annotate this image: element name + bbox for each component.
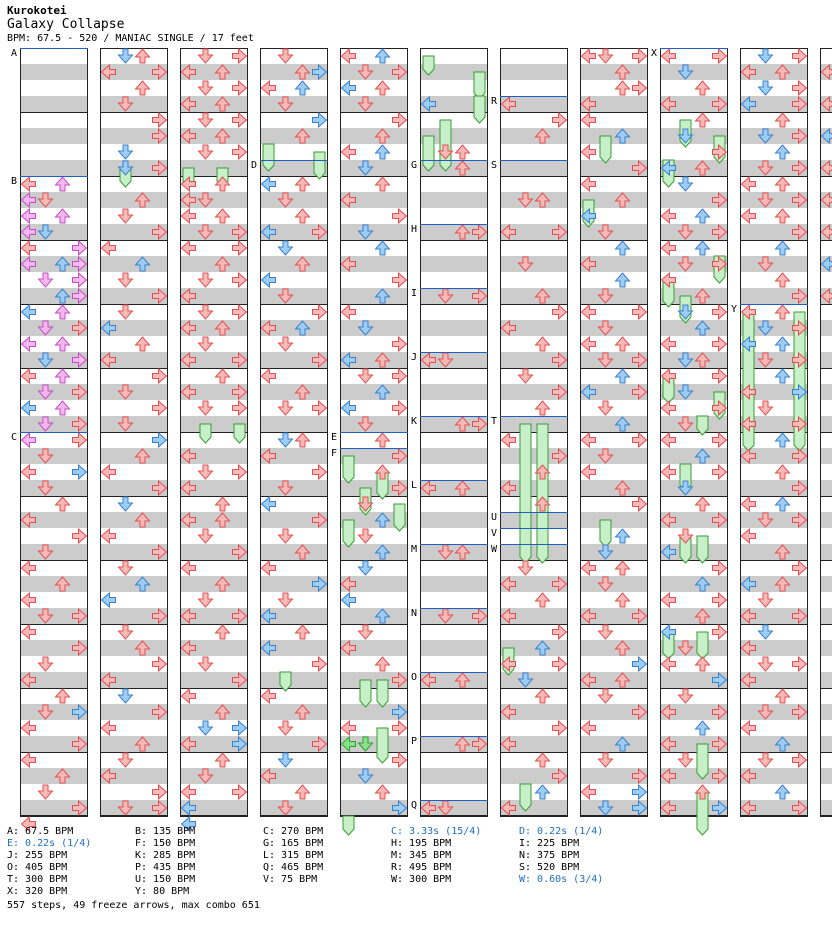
freeze-arrow [394,504,405,531]
bpm-marker-label: W [491,544,498,555]
beat-stripe [260,800,328,816]
beat-stripe [100,192,168,208]
beat-stripe [420,384,488,400]
bpm-marker-label: A [11,48,18,59]
bpm-entry: H: 195 BPM [391,838,452,849]
measure-column [580,48,648,817]
beat-stripe [260,480,328,496]
beat-stripe [580,416,648,432]
freeze-arrow [474,96,485,123]
bpm-entry: C: 270 BPM [263,826,324,837]
beat-stripe [580,640,648,656]
bpm-marker-label: O [411,672,418,683]
freeze-body [520,424,531,563]
bpm-marker-label: U [491,512,498,523]
beat-stripe [260,416,328,432]
beat-stripe [660,64,728,80]
freeze-arrow [697,632,708,659]
bpm-entry: T: 300 BPM [7,874,68,885]
bpm-marker-label: D [251,160,258,171]
beat-stripe [260,192,328,208]
beat-stripe [340,544,408,560]
bpm-marker-label: Y [731,304,738,315]
beat-stripe [340,96,408,112]
beat-stripe [820,320,832,336]
stop-entry: W: 0.60s (3/4) [519,874,604,885]
beat-stripe [660,480,728,496]
freeze-arrow [600,520,611,547]
bpm-entry: U: 150 BPM [135,874,196,885]
beat-stripe [580,64,648,80]
beat-stripe [500,64,568,80]
bpm-entry: M: 345 BPM [391,850,452,861]
beat-stripe [660,320,728,336]
beat-stripe [820,416,832,432]
freeze-arrow [537,424,548,563]
beat-stripe [820,576,832,592]
beat-stripe [500,288,568,304]
beat-stripe [260,256,328,272]
beat-stripe [500,160,568,176]
beat-stripe [20,768,88,784]
beat-stripe [580,128,648,144]
bpm-entry: W: 300 BPM [391,874,452,885]
legend-row [7,862,827,874]
beat-stripe [20,160,88,176]
bpm-marker-label: K [411,416,418,427]
beat-stripe [580,576,648,592]
beat-stripe [740,544,808,560]
beat-stripe [100,384,168,400]
bpm-entry: X: 320 BPM [7,886,68,897]
legend-row [7,874,827,886]
beat-stripe [580,224,648,240]
measure-column [500,48,568,817]
bpm-entry: K: 285 BPM [135,850,196,861]
chart-info: BPM: 67.5 - 520 / MANIAC SINGLE / 17 feet [7,33,254,44]
freeze-arrow [343,520,354,547]
beat-stripe [340,416,408,432]
bpm-marker-label: R [491,96,498,107]
beat-stripe [580,736,648,752]
beat-stripe [260,672,328,688]
freeze-body [377,728,388,763]
legend-row [7,886,827,898]
beat-stripe [260,544,328,560]
stop-entry: E: 0.22s (1/4) [7,838,92,849]
beat-stripe [740,256,808,272]
beat-stripe [20,480,88,496]
beat-stripe [500,416,568,432]
freeze-body [263,144,274,171]
beat-stripe [740,736,808,752]
beat-stripe [820,640,832,656]
beat-stripe [340,224,408,240]
freeze-arrow [263,144,274,171]
freeze-arrow [377,728,388,763]
bpm-entry: O: 405 BPM [7,862,68,873]
legend-row [7,838,827,850]
freeze-arrow [360,680,371,707]
beat-stripe [580,288,648,304]
beat-stripe [420,704,488,720]
bpm-marker-label: M [411,544,418,555]
freeze-body [394,504,405,531]
beat-stripe [660,576,728,592]
beat-stripe [20,96,88,112]
bpm-marker-label: B [11,176,18,187]
beat-stripe [100,256,168,272]
bpm-marker-label: N [411,608,418,619]
beat-stripe [100,640,168,656]
freeze-arrow [423,136,434,171]
beat-stripe [340,160,408,176]
beat-stripe [820,352,832,368]
beat-stripe [260,288,328,304]
beat-stripe [580,320,648,336]
beat-stripe [820,480,832,496]
freeze-body [377,680,388,707]
beat-stripe [100,512,168,528]
beat-stripe [180,256,248,272]
beat-stripe [20,64,88,80]
beat-stripe [100,416,168,432]
bpm-entry: Y: 80 BPM [135,886,190,897]
beat-stripe [100,96,168,112]
measure-column [820,48,832,817]
bpm-marker-label: I [411,288,418,299]
beat-stripe [420,768,488,784]
beat-stripe [500,192,568,208]
freeze-body [474,96,485,123]
stop-entry: C: 3.33s (15/4) [391,826,482,837]
freeze-body [697,744,708,779]
beat-stripe [260,384,328,400]
beat-stripe [340,288,408,304]
beat-stripe [340,320,408,336]
bpm-marker-label: C [11,432,18,443]
beat-stripe [180,768,248,784]
beat-stripe [100,448,168,464]
beat-stripe [820,608,832,624]
bpm-entry: R: 495 BPM [391,862,452,873]
beat-stripe [660,448,728,464]
beat-stripe [260,704,328,720]
beat-stripe [420,640,488,656]
beat-stripe [820,512,832,528]
freeze-body [474,72,485,99]
beat-stripe [100,736,168,752]
beat-stripe [180,704,248,720]
freeze-body [520,784,531,811]
beat-stripe [100,576,168,592]
beat-stripe [420,512,488,528]
beat-stripe [820,544,832,560]
bpm-entry: S: 520 BPM [519,862,580,873]
beat-stripe [820,384,832,400]
beat-stripe [580,544,648,560]
freeze-arrow [377,680,388,707]
beat-stripe [260,128,328,144]
bpm-marker-label: J [411,352,418,363]
beat-stripe [420,448,488,464]
bpm-marker-label: E [331,432,338,443]
beat-stripe [20,576,88,592]
bpm-entry: N: 375 BPM [519,850,580,861]
beat-stripe [500,128,568,144]
bpm-entry: G: 165 BPM [263,838,324,849]
freeze-body [343,456,354,483]
beat-stripe [820,800,832,816]
beat-stripe [180,576,248,592]
bpm-entry: I: 225 BPM [519,838,580,849]
bpm-marker-label: S [491,160,498,171]
bpm-marker-label: Q [411,800,418,811]
freeze-body [314,152,325,179]
bpm-marker-label: T [491,416,498,427]
step-summary: 557 steps, 49 freeze arrows, max combo 651 [7,900,260,911]
freeze-arrow [697,744,708,779]
beat-stripe [420,256,488,272]
beat-stripe [820,672,832,688]
beat-stripe [580,448,648,464]
beat-stripe [820,448,832,464]
beat-stripe [660,416,728,432]
freeze-arrow [520,784,531,811]
beat-stripe [580,512,648,528]
beat-stripe [500,544,568,560]
beat-stripe [660,608,728,624]
measure-column [100,48,168,817]
beat-stripe [260,96,328,112]
beat-stripe [420,576,488,592]
freeze-body [343,520,354,547]
bpm-entry: A: 67.5 BPM [7,826,74,837]
bpm-marker-label: F [331,448,338,459]
freeze-body [537,424,548,563]
beat-stripe [820,736,832,752]
legend-row [7,850,827,862]
artist-name: Kurokotei [7,4,67,17]
freeze-body [423,136,434,171]
beat-stripe [500,512,568,528]
bpm-entry: P: 435 BPM [135,862,196,873]
beat-stripe [340,128,408,144]
freeze-body [600,520,611,547]
beat-stripe [580,480,648,496]
beat-stripe [420,192,488,208]
freeze-arrow [520,424,531,563]
freeze-body [697,632,708,659]
beat-stripe [20,544,88,560]
beat-stripe [820,768,832,784]
beat-stripe [420,320,488,336]
bpm-entry: V: 75 BPM [263,874,318,885]
beat-stripe [340,768,408,784]
bpm-legend [7,826,827,898]
freeze-arrow [474,72,485,99]
bpm-entry: Q: 465 BPM [263,862,324,873]
bpm-entry: L: 315 BPM [263,850,324,861]
beat-stripe [20,448,88,464]
bpm-marker-label: P [411,736,418,747]
freeze-arrow [314,152,325,179]
beat-stripe [500,256,568,272]
bpm-marker-label: X [651,48,658,59]
freeze-body [697,536,708,563]
beat-stripe [500,672,568,688]
freeze-arrow [697,536,708,563]
bpm-entry: B: 135 BPM [135,826,196,837]
bpm-marker-label: H [411,224,418,235]
bpm-marker-label: V [491,528,498,539]
freeze-arrow [343,456,354,483]
freeze-body [600,136,611,163]
freeze-body [360,680,371,707]
bpm-marker-label: G [411,160,418,171]
legend-row [7,826,827,838]
freeze-arrow [600,136,611,163]
bpm-marker-label: L [411,480,418,491]
song-title: Galaxy Collapse [7,17,125,32]
beat-stripe [20,128,88,144]
beat-stripe [820,704,832,720]
bpm-entry: J: 255 BPM [7,850,68,861]
beat-stripe [340,608,408,624]
beat-stripe [420,544,488,560]
beat-stripe [340,384,408,400]
beat-stripe [660,352,728,368]
bpm-entry: F: 150 BPM [135,838,196,849]
stop-entry: D: 0.22s (1/4) [519,826,604,837]
